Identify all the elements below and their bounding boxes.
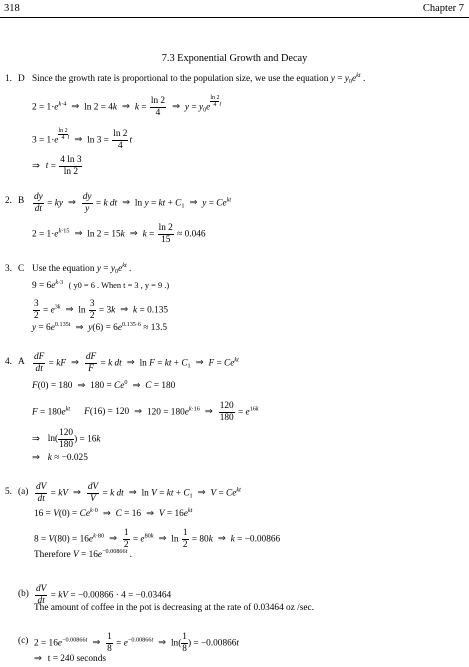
problem-number: 4. [5,357,12,367]
equation: $2 = 1\cdot e^{k\cdot 4}$ ⇒ ln 2 = 4k ⇒ k = $\frac{\ln 2}{4}$ ⇒ $y = y_0e$ $\frac{\ln 2}{4}$ $^t$ [32,95,222,118]
problem-intro-line [32,262,132,275]
equation: $\frac{dV}{dt}$ = kV = −0.00866 · 4 = −0.03464 [36,584,172,606]
problem-intro: Since the growth rate is proportional to the population size, we use the equation [32,74,329,84]
equation: F(0) = 180 ⇒ $180 = Ce^0$ ⇒ C = 180 [32,379,176,391]
problem-number: 5. [5,487,12,497]
part-label: (a) [18,487,29,497]
chapter-label: Chapter 7 [422,3,464,14]
equation: $V = 16e^{-0.00866t}$ . [72,548,133,560]
problem-intro: Use the equation [32,264,95,274]
equation: $F = 180e^{kt}$ F(16) = 120 ⇒ $120 = 180e^{k\cdot 16}$ ⇒ $\frac{120}{180}$ = $e^{16k}$ [32,401,259,423]
conclusion-line [34,548,133,560]
part-label: (b) [18,589,29,599]
equation: ⇒ t = $\frac{4 \ln 3}{\ln 2}$ [32,155,82,177]
equation: ⇒ k ≈ −0.025 [32,453,88,463]
equation: $2 = 16e^{-0.00866t}$ ⇒ $\frac{1}{8}$ = $e^{-0.00866t}$ ⇒ ln( $\frac{1}{8}$ ) = −0.00866t [34,632,239,654]
problem-number: 2. [5,196,12,206]
given-values: ( y0 = 6 . When t = 3 , y = 9 .) [68,281,170,290]
section-title: 7.3 Exponential Growth and Decay [161,53,308,64]
equation: $8 = V(80) = 16e^{k\cdot 80}$ ⇒ $\frac{1}{2}$ = $e^{80k}$ ⇒ ln $\frac{1}{2}$ = 80k ⇒ k = −0.00866 [34,528,281,550]
problem-intro-line [32,72,366,85]
final-answer-line: ⇒ t = 240 seconds [34,654,106,664]
conclusion-text: Therefore [34,550,71,560]
equation: $\frac{dF}{dt}$ = kF ⇒ $\frac{dF}{F}$ = k dt ⇒ ln F = kt + $C_1$ ⇒ $F = Ce^{kt}$ [34,352,239,374]
problem-answer: A [18,357,25,367]
part-label: (c) [18,636,29,646]
problem-answer: C [18,264,25,274]
problem-answer: D [18,74,25,84]
equation: $16 = V(0) = Ce^{k\cdot 0}$ ⇒ C = 16 ⇒ $V = 16e^{kt}$ [34,507,193,519]
equation: $\frac{dV}{dt}$ = kV ⇒ $\frac{dV}{V}$ = k dt ⇒ ln V = kt + $C_1$ ⇒ $V = Ce^{kt}$ [36,482,241,504]
problem-answer: B [18,196,25,206]
equation: ⇒ ln( $\frac{120}{180}$ ) = 16k [32,428,101,450]
equation: $y = 6e^{0.135t}$ ⇒ $y(6) = 6e^{0.135\cdot 6} \approx 13.5$ [32,321,168,333]
equation: $y = y_0e^{kt}$ . [96,262,132,275]
equation: $\frac{dy}{dt}$ = ky ⇒ $\frac{dy}{y}$ = k dt ⇒ ln y = kt + $C_1$ ⇒ $y = Ce^{kt}$ [34,192,232,214]
page-number: 318 [4,3,20,14]
equation: $2 = 1\cdot e^{k\cdot 15}$ ⇒ ln 2 = 15k ⇒ k = $\frac{\ln 2}{15}$ ≈ 0.046 [32,223,206,245]
problem-number: 1. [5,74,12,84]
explanation-text: The amount of coffee in the pot is decreasing at the rate of 0.03464 oz /sec. [34,603,314,613]
equation: $\frac{3}{2}$ = $e^{3k}$ ⇒ ln $\frac{3}{2}$ = 3k ⇒ k = 0.135 [34,299,168,321]
final-answer: t = 240 seconds [47,654,106,664]
problem-number: 3. [5,264,12,274]
equation: 3 = 1·e $\frac{\ln 2}{4}$ $^t$ ⇒ ln 3 = $\frac{\ln 2}{4}$ t [32,128,133,151]
header-rule [0,17,469,18]
equation: $y = y_0e^{kt}$ . [330,72,366,85]
equation: $9 = 6e^{k\cdot 3}$ ( y0 = 6 . When t = 3 , y = 9 .) [32,279,170,291]
